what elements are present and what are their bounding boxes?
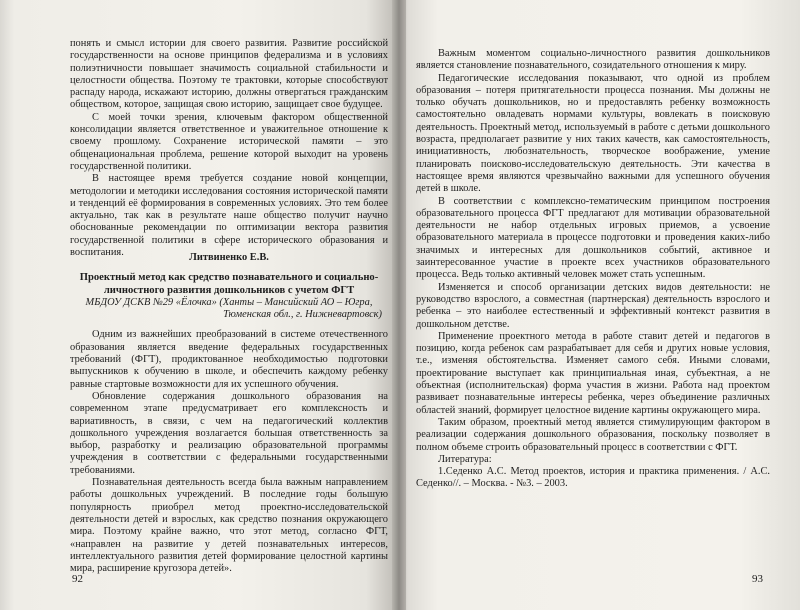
left-paragraph: понять и смысл истории для своего развития. Развитие российской государственности на основе принципов федерализма и в условиях полиэтничности повышает значимость социальной стабильности и целостности общества. Поэтому те трактовки, которые способствуют распаду народа, искажают историю, должны отвергаться гражданским обществом, которое, защищая свою историю, защищает свое будущее. xyxy=(70,38,388,111)
right-paragraph: Изменяется и способ организации детских видов деятельности: не руководство взрослого, а совместная (партнерская) деятельность взрослого и ребенка – это наиболее естественный и эффективный контекст развития в дошкольном детстве. xyxy=(416,281,770,330)
right-paragraph: В соответствии с комплексно-тематическим принципом построения образовательного процесса ФГТ предлагают для мотивации образовательной деятельности не набор отдельных игровых приемов, а усвоение образовательного материала в процессе подготовки и проведения каких-либо значимых и интересных для дошкольников событий, активное и заинтересованное участие в проекте всех участников образовательного процесса. Ведь только активный человек может стать успешным. xyxy=(416,195,770,281)
right-text xyxy=(416,48,770,491)
literature-label: Литература: xyxy=(438,453,492,465)
article-title: Проектный метод как средство познавательного и социально-личностного развития дошкольников с учетом ФГТ xyxy=(79,272,379,296)
right-page xyxy=(398,0,800,610)
article-block xyxy=(70,250,388,575)
book-gutter xyxy=(392,0,406,610)
left-top-text xyxy=(70,38,388,259)
article-affiliation-city: Тюменская обл., г. Нижневартовск) xyxy=(223,309,382,321)
left-paragraph: В настоящее время требуется создание новой концепции, методологии и методики исследования состояния исторической памяти и тенденций её формирования в современных условиях. Это тем более актуально, так как в результате наше общество получит научно обоснованные рекомендации по оптимизации вектора развития государственной политики в сфере исторического образования и воспитания. xyxy=(70,173,388,259)
reference-item: 1.Седенко А.С. Метод проектов, история и практика применения. / А.С. Седенко//. – Москва. - №3. – 2003. xyxy=(416,466,770,490)
article-author: Литвиненко Е.В. xyxy=(189,252,269,263)
left-paragraph: С моей точки зрения, ключевым фактором общественной консолидации является ответственное и уважительное отношение к своему прошлому. Сохранение исторической памяти – это общенациональная проблема, решение которой выходит на уровень государственной политики. xyxy=(70,111,388,172)
page-number-right: 93 xyxy=(752,573,763,585)
article-paragraph: Одним из важнейших преобразований в системе отечественного образования является введение федеральных государственных требований (ФГТ), продиктованное необходимостью подготовки выпускников к обучению в школе, и обеспечить каждому ребенку равные стартовые возможности для их успешного обучения. xyxy=(70,329,388,390)
article-affiliation: МБДОУ ДСКВ №29 «Ёлочка» (Ханты – Мансийский АО – Югра, xyxy=(85,296,373,308)
right-paragraph: Важным моментом социально-личностного развития дошкольников является становление познавательного, созидательного отношения к миру. xyxy=(416,48,770,72)
left-page xyxy=(0,0,398,610)
article-paragraph: Обновление содержания дошкольного образования на современном этапе предусматривает его комплексность и вариативность, в связи, с чем на педагогический коллектив дошкольного учреждения возлагается большая ответственность за выбор, разработку и реализацию образовательной программы учреждения в соответствии с федеральными государственными требованиями. xyxy=(70,390,388,476)
right-paragraph: Таким образом, проектный метод является стимулирующим фактором в реализации содержания дошкольного образования, поскольку позволяет в полном объеме строить образовательный процесс в соответствии с ФГТ. xyxy=(416,416,770,453)
right-paragraph: Педагогические исследования показывают, что одной из проблем образования – потеря притягательности процесса познания. Мы должны не только обучать дошкольников, но и предоставлять ребенку возможность самостоятельно овладевать нормами культуры, вовлекать в поисковую деятельность. Проектный метод, используемый в работе с детьми дошкольного возраста, предполагает развитие у них таких качеств, как самостоятельность, инициативность, любознательность, творческое воображение, умение планировать поисково-исследовательскую деятельность. Эти качества в настоящее время являются чрезвычайно важными для успешного обучения детей в школе. xyxy=(416,72,770,195)
right-paragraph: Применение проектного метода в работе ставит детей и педагогов в позицию, когда ребенок сам разрабатывает для себя и других новые условия, т.е., изменяя обстоятельства. Изменяет самого себя. Иными словами, проектирование выступает как принципиальная иная, субъектная, а не объектная (исполнительская) форма участия в жизни. Работа над проектом развивает познавательные интересы ребенка, через объединение различных областей знаний, формирует целостное видение картины окружающего мира. xyxy=(416,330,770,416)
article-paragraph: Познавательная деятельность всегда была важным направлением работы дошкольных учреждений. В последние годы большую популярность приобрел метод проектно-исследовательской деятельности детей и взрослых, как средство познания окружающего мира. Поэтому крайне важно, что этот метод, согласно ФГТ, «направлен на развитие у детей познавательных интересов, интеллектуального развития детей формирование целостной картины мира, расширение кругозора детей». xyxy=(70,477,388,575)
page-number-left: 92 xyxy=(72,573,83,585)
